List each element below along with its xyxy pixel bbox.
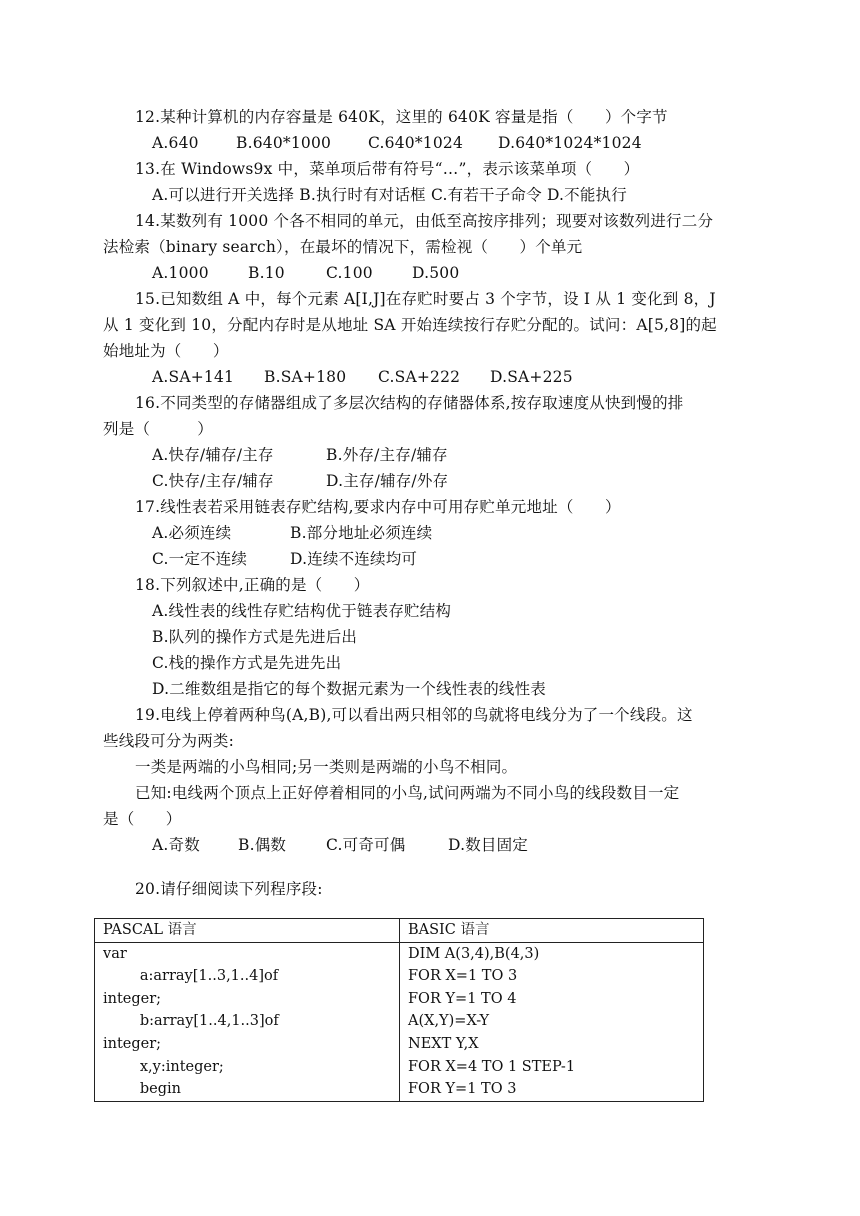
q12-stem: 12.某种计算机的内存容量是 640K，这里的 640K 容量是指（ ）个字节	[135, 108, 668, 126]
q18-option-c: C.栈的操作方式是先进先出	[152, 654, 342, 672]
q12-option-a: A.640	[152, 134, 199, 152]
q16-stem-line1: 16.不同类型的存储器组成了多层次结构的存储器体系,按存取速度从快到慢的排	[135, 394, 684, 412]
q17-option-d: D.连续不连续均可	[290, 550, 418, 568]
pascal-code-cell	[95, 942, 400, 1101]
pascal-line: integer;	[103, 990, 162, 1007]
basic-header: BASIC 语言	[400, 919, 704, 943]
q19-stem-line3: 一类是两端的小鸟相同;另一类则是两端的小鸟不相同。	[135, 758, 518, 776]
q19-option-d: D.数目固定	[448, 836, 529, 854]
q18-stem: 18.下列叙述中,正确的是（ ）	[135, 576, 370, 594]
q19-option-a: A.奇数	[152, 836, 200, 854]
q19-stem-line1: 19.电线上停着两种鸟(A,B),可以看出两只相邻的鸟就将电线分为了一个线段。这	[135, 706, 693, 724]
q14-stem-line1: 14.某数列有 1000 个各不相同的单元，由低至高按序排列；现要对该数列进行二分	[135, 212, 714, 230]
q18-option-a: A.线性表的线性存贮结构优于链表存贮结构	[152, 602, 452, 620]
q14-option-d: D.500	[412, 264, 460, 282]
q14-option-a: A.1000	[152, 264, 209, 282]
basic-line: FOR Y=1 TO 3	[408, 1081, 517, 1098]
q18-option-b: B.队列的操作方式是先进后出	[152, 628, 358, 646]
q13-options: A.可以进行开关选择 B.执行时有对话框 C.有若干子命令 D.不能执行	[152, 186, 627, 204]
q16-option-b: B.外存/主存/辅存	[326, 446, 448, 464]
q17-option-a: A.必须连续	[152, 524, 232, 542]
basic-line: FOR Y=1 TO 4	[408, 990, 517, 1007]
q16-stem-line2: 列是（ ）	[103, 420, 213, 438]
q15-option-d: D.SA+225	[490, 368, 573, 386]
pascal-line: x,y:integer;	[103, 1058, 224, 1075]
q19-stem-line4: 已知:电线两个顶点上正好停着相同的小鸟,试问两端为不同小鸟的线段数目一定	[135, 784, 680, 802]
basic-line: FOR X=1 TO 3	[408, 968, 518, 985]
q17-option-c: C.一定不连续	[152, 550, 248, 568]
q14-option-c: C.100	[326, 264, 373, 282]
pascal-line: var	[103, 945, 127, 962]
pascal-line: integer;	[103, 1035, 162, 1052]
q20-stem: 20.请仔细阅读下列程序段:	[135, 880, 323, 898]
basic-line: A(X,Y)=X-Y	[408, 1013, 490, 1030]
q14-option-b: B.10	[248, 264, 285, 282]
basic-code-cell	[400, 942, 704, 1101]
q19-option-c: C.可奇可偶	[326, 836, 406, 854]
q12-option-c: C.640*1024	[368, 134, 464, 152]
basic-line: NEXT Y,X	[408, 1035, 479, 1052]
q12-option-d: D.640*1024*1024	[498, 134, 642, 152]
pascal-line: b:array[1..4,1..3]of	[103, 1013, 279, 1030]
q19-stem-line5: 是（ ）	[103, 810, 182, 828]
q15-stem-line1: 15.已知数组 A 中，每个元素 A[I,J]在存贮时要占 3 个字节，设 I 从 1 变化到 8，J	[135, 290, 716, 308]
pascal-line: a:array[1..3,1..4]of	[103, 968, 279, 985]
q15-option-a: A.SA+141	[152, 368, 235, 386]
q15-stem-line2: 从 1 变化到 10，分配内存时是从地址 SA 开始连续按行存贮分配的。试问：A[5,8]的起	[103, 316, 717, 334]
q17-option-b: B.部分地址必须连续	[290, 524, 433, 542]
q15-option-b: B.SA+180	[264, 368, 347, 386]
q12-option-b: B.640*1000	[236, 134, 332, 152]
pascal-line: begin	[103, 1081, 181, 1098]
q13-stem: 13.在 Windows9x 中，菜单项后带有符号“…”，表示该菜单项（ ）	[135, 160, 640, 178]
q18-option-d: D.二维数组是指它的每个数据元素为一个线性表的线性表	[152, 680, 547, 698]
basic-line: FOR X=4 TO 1 STEP-1	[408, 1058, 576, 1075]
code-table-header-row	[95, 919, 704, 943]
pascal-header: PASCAL 语言	[95, 919, 400, 943]
q16-option-c: C.快存/主存/辅存	[152, 472, 274, 490]
code-table-body-row	[95, 942, 704, 1101]
q14-stem-line2: 法检索（binary search），在最坏的情况下，需检视（ ）个单元	[103, 238, 583, 256]
q16-option-d: D.主存/辅存/外存	[326, 472, 449, 490]
q15-stem-line3: 始地址为（ ）	[103, 342, 229, 360]
q17-stem: 17.线性表若采用链表存贮结构,要求内存中可用存贮单元地址（ ）	[135, 498, 621, 516]
basic-line: DIM A(3,4),B(4,3)	[408, 945, 540, 962]
code-table	[94, 918, 704, 1102]
q16-option-a: A.快存/辅存/主存	[152, 446, 274, 464]
q19-option-b: B.偶数	[238, 836, 287, 854]
q19-stem-line2: 些线段可分为两类:	[103, 732, 235, 750]
q15-option-c: C.SA+222	[378, 368, 461, 386]
